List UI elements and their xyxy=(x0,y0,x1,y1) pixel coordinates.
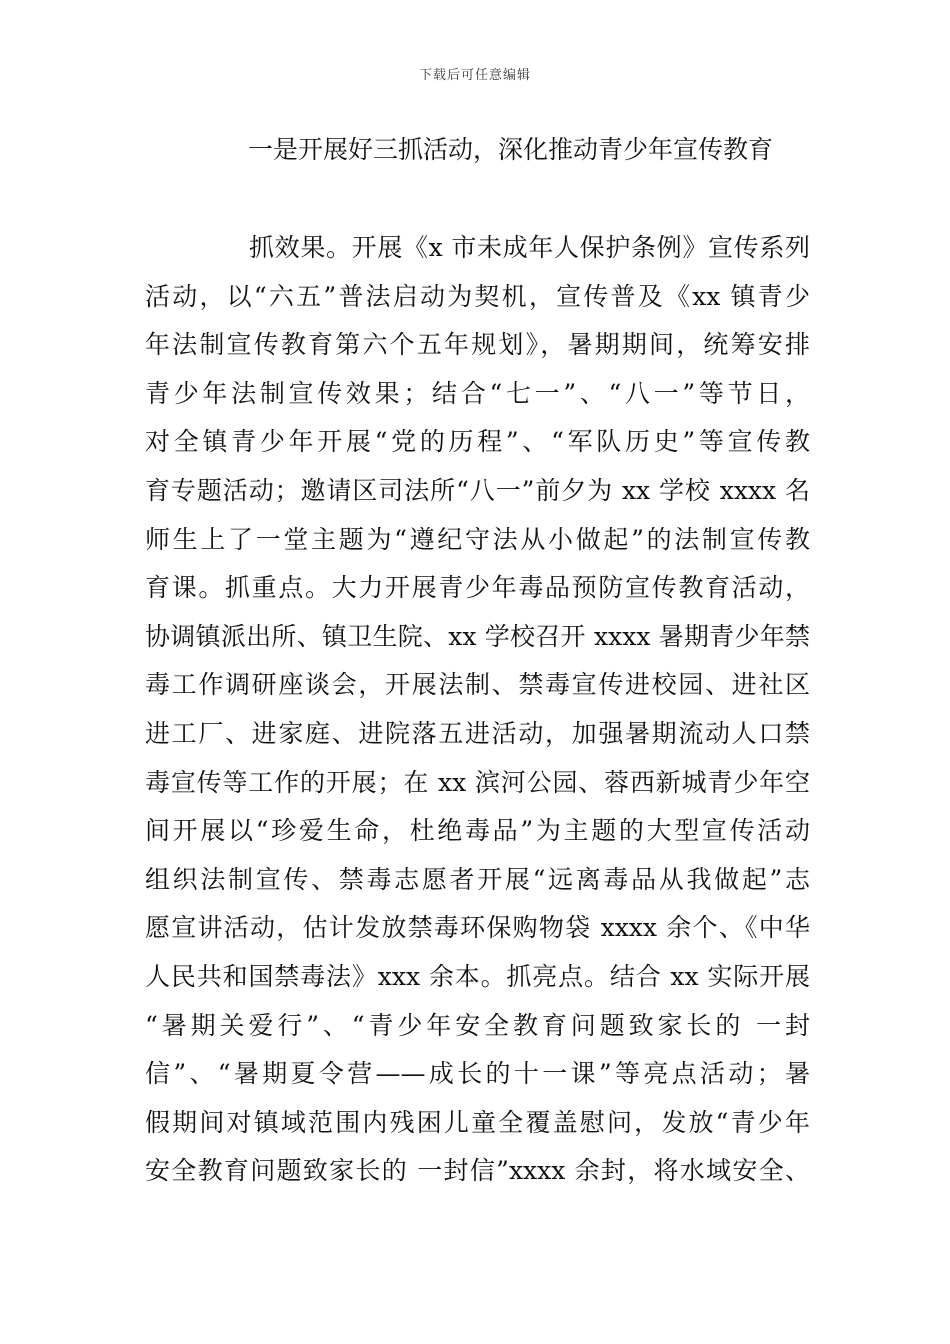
body-line: 师生上了一堂主题为“遵纪守法从小做起”的法制宣传教 xyxy=(145,524,810,554)
body-line: 毒工作调研座谈会，开展法制、禁毒宣传进校园、进社区 xyxy=(145,670,810,700)
section-title: 一是开展好三抓活动，深化推动青少年宣传教育 xyxy=(248,135,774,164)
body-line: 抓效果。开展《x 市未成年人保护条例》宣传系列 xyxy=(249,233,810,262)
body-line: 愿宣讲活动，估计发放禁毒环保购物袋 xxxx 余个、《中华 xyxy=(145,913,810,943)
body-line: 信”、“暑期夏令营——成长的十一课”等亮点活动；暑 xyxy=(145,1059,810,1089)
body-line: 年法制宣传教育第六个五年规划》，暑期期间，统筹安排 xyxy=(145,330,810,360)
body-line: 协调镇派出所、镇卫生院、xx 学校召开 xxxx 暑期青少年禁 xyxy=(145,621,810,651)
body-paragraph xyxy=(145,224,810,1196)
body-line: 安全教育问题致家长的 一封信”xxxx 余封，将水域安全、 xyxy=(145,1156,810,1186)
body-line: 对全镇青少年开展“党的历程”、“军队历史”等宣传教 xyxy=(145,427,810,457)
body-line: 毒宣传等工作的开展；在 xx 滨河公园、蓉西新城青少年空 xyxy=(145,767,810,797)
body-line: 育课。抓重点。大力开展青少年毒品预防宣传教育活动， xyxy=(145,573,810,603)
header-note: 下载后可任意编辑 xyxy=(418,68,531,83)
body-line: 进工厂、进家庭、进院落五进活动，加强暑期流动人口禁 xyxy=(145,718,810,748)
body-line: “暑期关爱行”、“青少年安全教育问题致家长的 一封 xyxy=(145,1010,810,1040)
body-line: 假期间对镇域范围内残困儿童全覆盖慰问，发放“青少年 xyxy=(145,1107,810,1137)
body-line: 人民共和国禁毒法》xxx 余本。抓亮点。结合 xx 实际开展 xyxy=(145,961,810,991)
body-line: 青少年法制宣传效果；结合“七一”、“八一”等节日， xyxy=(145,378,810,408)
body-line: 育专题活动；邀请区司法所“八一”前夕为 xx 学校 xxxx 名 xyxy=(145,475,810,505)
body-line: 活动，以“六五”普法启动为契机，宣传普及《xx 镇青少 xyxy=(145,281,810,311)
body-line: 间开展以“珍爱生命，杜绝毒品”为主题的大型宣传活动 xyxy=(145,816,810,846)
body-line: 组织法制宣传、禁毒志愿者开展“远离毒品从我做起”志 xyxy=(145,864,810,894)
